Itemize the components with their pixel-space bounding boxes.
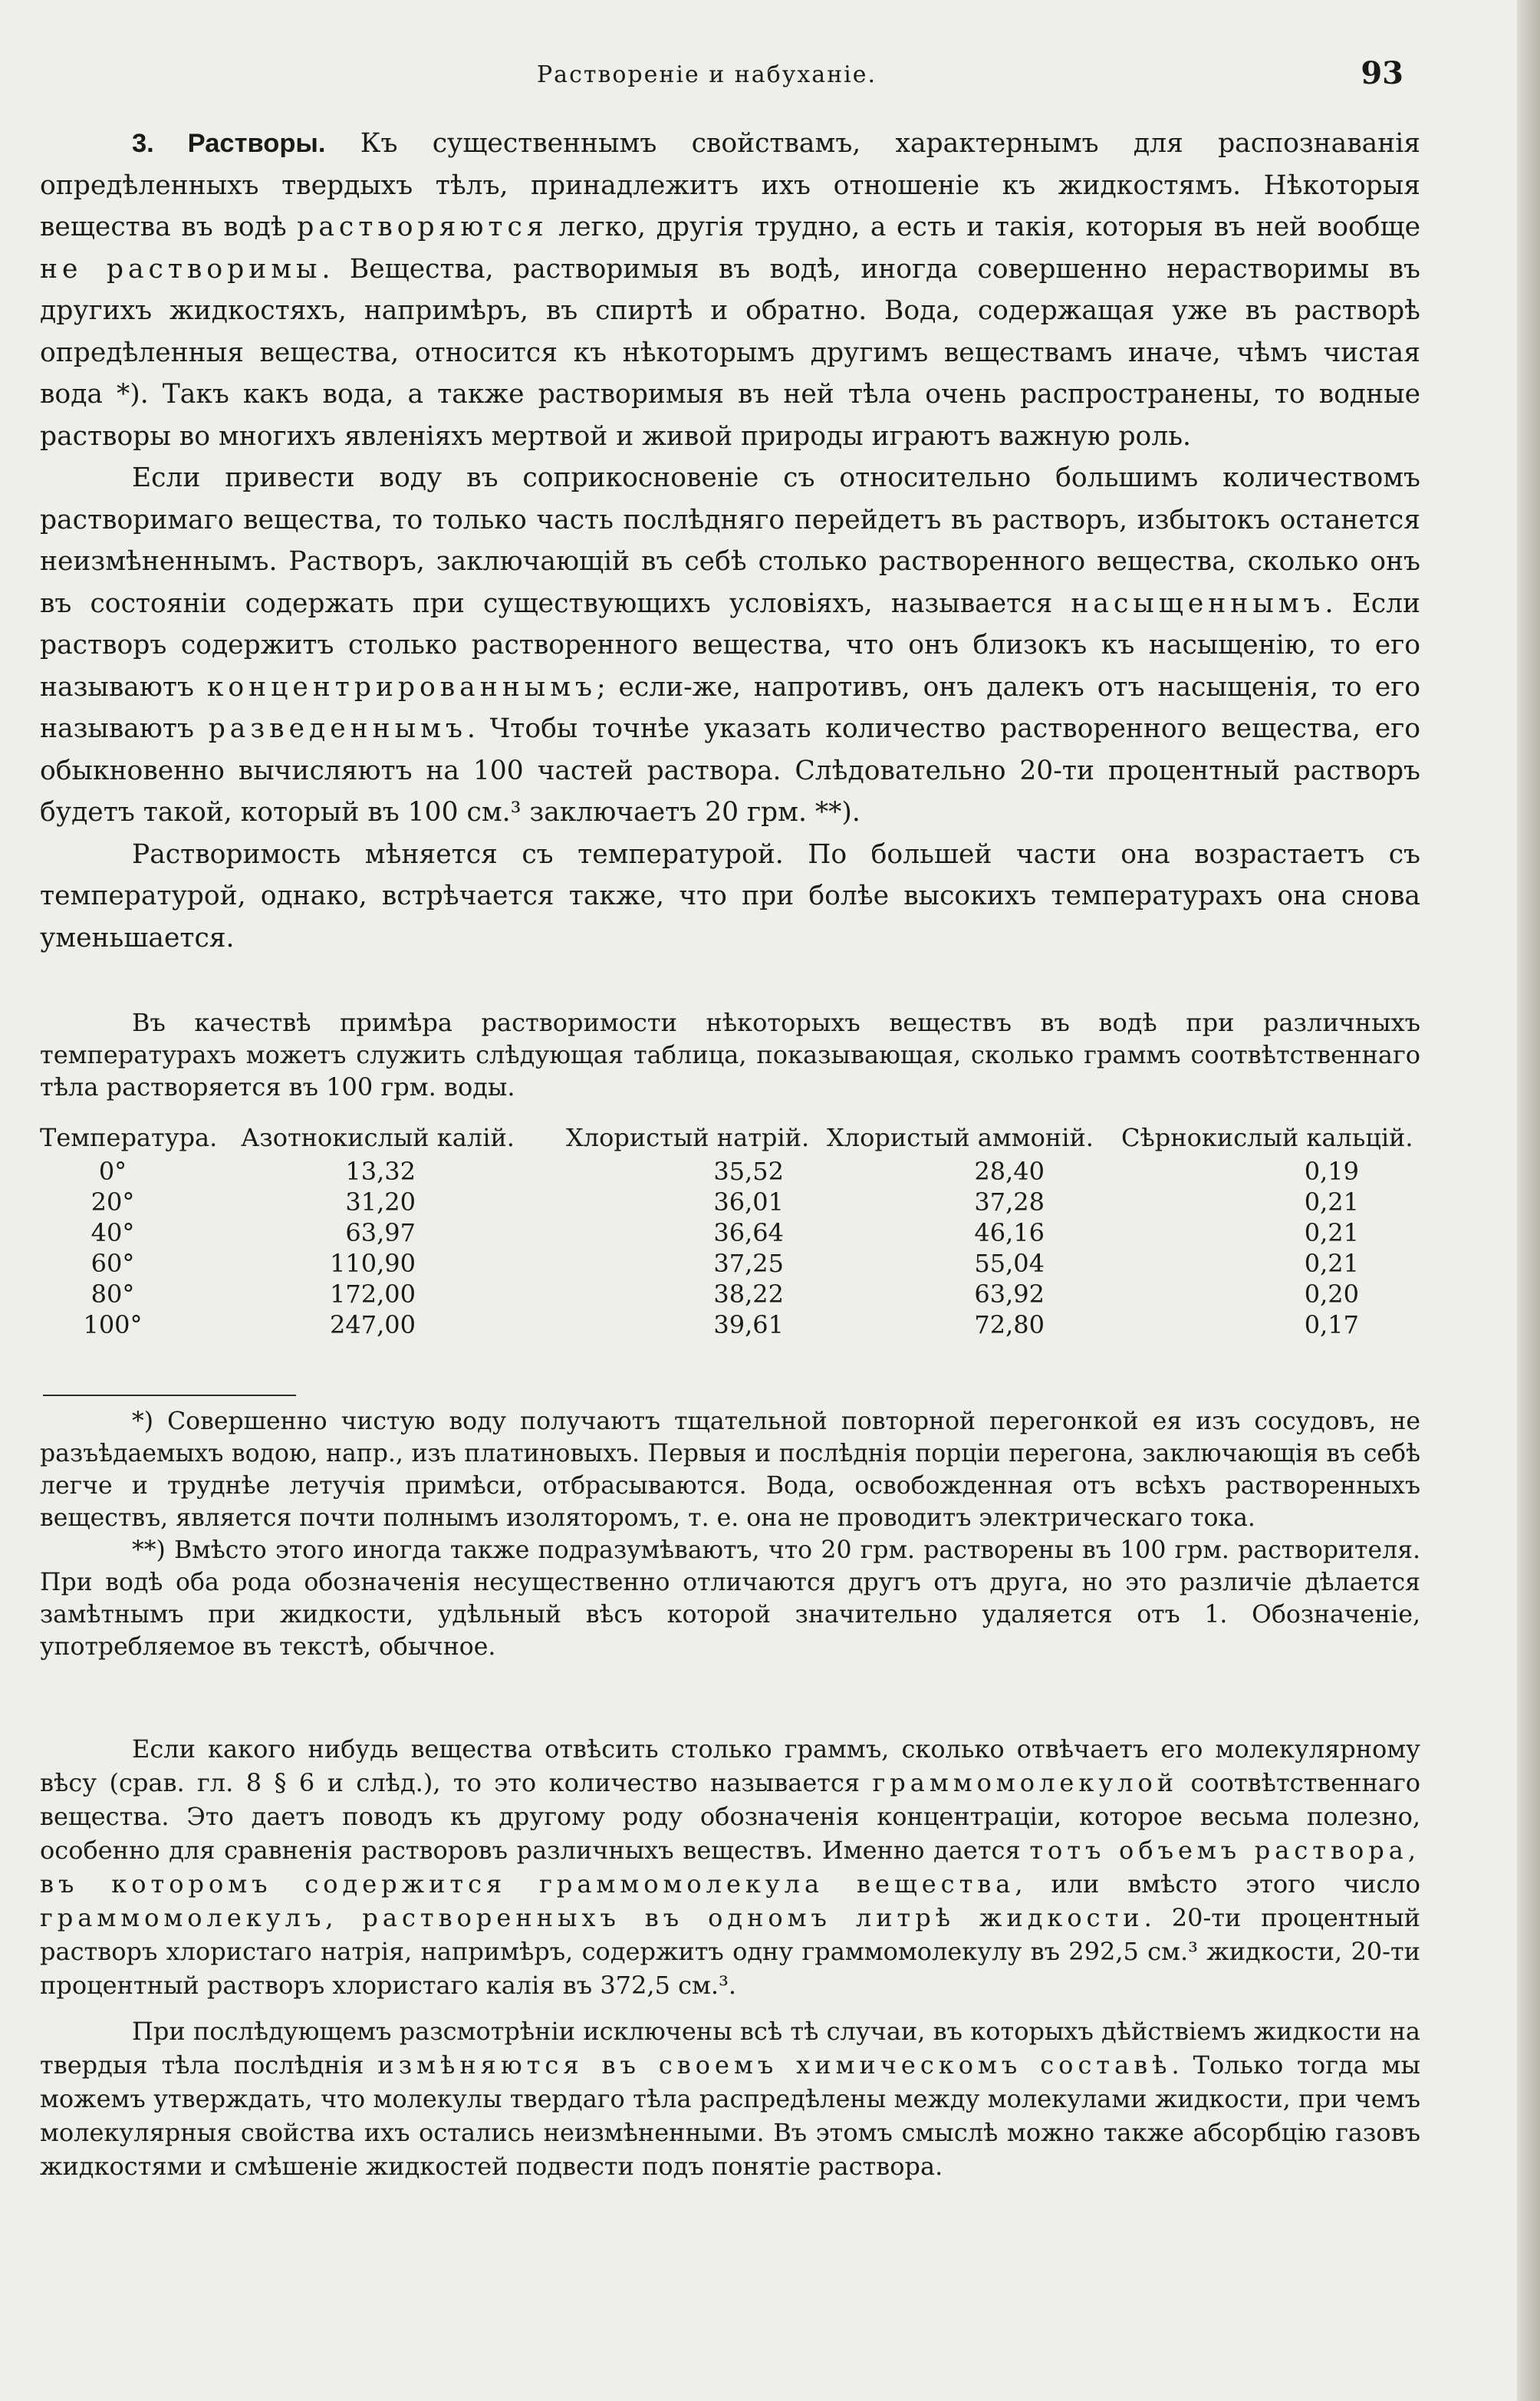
table-cell: 38,22 (713, 1280, 784, 1309)
spaced-term: насыщеннымъ (1071, 588, 1325, 619)
text-run: , или вмѣсто этого число (1015, 1869, 1420, 1899)
text-run: . Если растворъ содержитъ столько растворенного вещества, что онъ близокъ къ насыщенiю, то его называютъ (40, 588, 1420, 703)
table-cell: 0,21 (1304, 1249, 1359, 1278)
table-cell: 0,20 (1304, 1280, 1359, 1309)
table-cell: 35,52 (713, 1157, 784, 1186)
table-row (40, 1249, 1420, 1280)
table-cell: 40° (90, 1218, 135, 1247)
page-number: 93 (1361, 55, 1403, 91)
spaced-term: не растворимы (40, 253, 322, 285)
text-run: При послѣдующемъ разсмотрѣнiи исключены всѣ тѣ случаи, въ которыхъ дѣйствiемъ жидкости на твердыя тѣла послѣднiя (40, 2017, 1420, 2080)
table-cell: 20° (90, 1187, 135, 1217)
table-cell: 100° (83, 1310, 143, 1339)
text-run: Къ существеннымъ свойствамъ, характернымъ для распознаванiя опредѣленныхъ твердыхъ тѣлъ, принадлежитъ ихъ отношенiе къ жидкостямъ. Нѣкоторыя вещества въ водѣ (40, 128, 1421, 242)
table-row (40, 1157, 1420, 1187)
table-header-cell: Хлористый натрiй. (566, 1123, 810, 1152)
spaced-term: растворяются (297, 212, 548, 242)
spaced-term: граммомолекулой (872, 1768, 1179, 1797)
table-header-cell: Температура. (40, 1123, 218, 1152)
text-run: . 20-ти процентный растворъ хлористаго натрiя, напримѣръ, содержитъ одну граммомолекулу въ 292,5 см.³ жидкости, 20-ти процентный растворъ хлористаго калiя въ 372,5 см.³. (40, 1903, 1421, 2000)
solubility-table (40, 1123, 1420, 1341)
table-cell: 72,80 (974, 1310, 1045, 1339)
footnote-divider (43, 1395, 296, 1396)
table-row (40, 1280, 1420, 1310)
page-edge (1517, 0, 1540, 2401)
table-cell: 36,64 (713, 1218, 784, 1247)
table-cell: 31,20 (345, 1187, 416, 1217)
table-row (40, 1310, 1420, 1341)
table-cell: 39,61 (713, 1310, 784, 1339)
table-cell: 46,16 (974, 1218, 1045, 1247)
table-cell: 247,00 (330, 1310, 416, 1339)
text-run: ; если-же, напротивъ, онъ далекъ отъ насыщенiя, то его называютъ (40, 671, 1420, 744)
table-cell: 60° (90, 1249, 135, 1278)
running-title: Растворенiе и набуханiе. (537, 61, 877, 88)
spaced-term: концентрированнымъ (206, 671, 597, 703)
paragraph-gram-molecule (40, 1732, 1420, 2002)
table-cell: 28,40 (974, 1157, 1045, 1186)
paragraph-solutions-intro (40, 123, 1420, 457)
table-cell: 13,32 (345, 1157, 416, 1186)
table-header-cell: Хлористый аммонiй. (827, 1123, 1094, 1152)
table-header-cell: Азотнокислый калiй. (241, 1123, 515, 1152)
paragraph-temperature: Растворимость мѣняется съ температурой. По большей части она возрастаетъ съ температурой, однако, встрѣчается также, что при болѣе высокихъ температурахъ она снова уменьшается. (40, 838, 1420, 953)
small-print-section (40, 1732, 1420, 2183)
footnote-1: *) Совершенно чистую воду получаютъ тщательной повторной перегонкой ея изъ сосудовъ, не разъѣдаемыхъ водою, напр., изъ платиновыхъ. Первыя и послѣднiя порцiи перегона, заключающiя въ себѣ легче и труднѣе летучiя примѣси, отбрасываются. Вода, освобожденная отъ всѣхъ растворенныхъ веществъ, является почти полнымъ изоляторомъ, т. е. она не проводитъ электрическаго тока. (40, 1408, 1420, 1532)
table-header-cell: Сѣрнокислый кальцiй. (1121, 1123, 1413, 1152)
main-text (40, 123, 1420, 959)
text-run: соотвѣтственнаго вещества. Это даетъ поводъ къ другому роду обозначенiя концентрацiи, которое весьма полезно, особенно для сравненiя растворовъ различныхъ веществъ. Именно дается (40, 1768, 1421, 1865)
spaced-term: тотъ объемъ раствора, въ которомъ содержится граммомолекула вещества (40, 1836, 1421, 1899)
text-run: . Вещества, растворимыя въ водѣ, иногда совершенно нерастворимы въ другихъ жидкостяхъ, напримѣръ, въ спиртѣ и обратно. Вода, содержащая уже въ растворѣ опредѣленныя вещества, относится къ нѣкоторымъ другимъ веществамъ иначе, чѣмъ чистая вода *). Такъ какъ вода, а также растворимыя въ ней тѣла очень распространены, то водные растворы во многихъ явленiяхъ мертвой и живой природы играютъ важную роль. (40, 253, 1420, 452)
footnotes (40, 1405, 1420, 1663)
table-intro-text: Въ качествѣ примѣра растворимости нѣкоторыхъ веществъ въ водѣ при различныхъ температурахъ можетъ служить слѣдующая таблица, показывающая, сколько граммъ соотвѣтственнаго тѣла растворяется въ 100 грм. воды. (40, 1008, 1420, 1102)
table-cell: 80° (90, 1280, 135, 1309)
table-header-row (40, 1123, 1420, 1157)
table-cell: 55,04 (974, 1249, 1045, 1278)
spaced-term: измѣняются въ своемъ химическомъ составѣ (377, 2050, 1172, 2080)
spaced-term: разведеннымъ (208, 713, 467, 744)
paragraph-saturation (40, 457, 1420, 834)
text-run: . Только тогда мы можемъ утверждать, что молекулы твердаго тѣла распредѣлены между молекулами жидкости, при чемъ молекулярныя свойства ихъ остались неизмѣненными. Въ этомъ смыслѣ можно также абсорбцiю газовъ жидкостями и смѣшенiе жидкостей подвести подъ понятiе раствора. (40, 2050, 1421, 2181)
footnote-2: **) Вмѣсто этого иногда также подразумѣваютъ, что 20 грм. растворены въ 100 грм. растворителя. При водѣ оба рода обозначенiя несущественно отличаются другъ отъ друга, но это различiе дѣлается замѣтнымъ при жидкости, удѣльный вѣсъ которой значительно удаляется отъ 1. Обозначенiе, употребляемое въ текстѣ, обычное. (40, 1536, 1420, 1661)
table-cell: 36,01 (713, 1187, 784, 1217)
paragraph-solution-definition (40, 2014, 1420, 2183)
table-intro (40, 1006, 1420, 1103)
table-row (40, 1218, 1420, 1249)
table-cell: 63,97 (345, 1218, 416, 1247)
table-cell: 172,00 (330, 1280, 416, 1309)
table-cell: 0,17 (1304, 1310, 1359, 1339)
section-heading: 3. Растворы. (132, 129, 326, 158)
table-cell: 0,21 (1304, 1187, 1359, 1217)
text-run: Если какого нибудь вещества отвѣсить столько граммъ, сколько отвѣчаетъ его молекулярному вѣсу (срав. гл. 8 § 6 и слѣд.), то это количество называется (40, 1734, 1420, 1797)
text-run: . Чтобы точнѣе указать количество растворенного вещества, его обыкновенно вычисляютъ на 100 частей раствора. Слѣдовательно 20-ти процентный растворъ будетъ такой, который въ 100 см.³ заключаетъ 20 грм. **). (40, 713, 1420, 828)
spaced-term: граммомолекулъ, растворенныхъ въ одномъ литрѣ жидкости (40, 1903, 1144, 1932)
table-row (40, 1187, 1420, 1218)
text-run: Если привести воду въ соприкосновенiе съ относительно большимъ количествомъ растворимаго вещества, то только часть послѣдняго перейдетъ въ растворъ, избытокъ останется неизмѣненнымъ. Растворъ, заключающiй въ себѣ столько растворенного вещества, сколько онъ въ состоянiи содержать при существующихъ условiяхъ, называется (40, 463, 1420, 619)
table-cell: 0,21 (1304, 1218, 1359, 1247)
table-cell: 0° (98, 1157, 127, 1186)
table-cell: 0,19 (1304, 1157, 1359, 1186)
running-header (46, 55, 1411, 101)
table-cell: 110,90 (330, 1249, 416, 1278)
table-cell: 63,92 (974, 1280, 1045, 1309)
table-cell: 37,25 (713, 1249, 784, 1278)
text-run: легко, другiя трудно, а есть и такiя, которыя въ ней вообще (548, 212, 1420, 242)
table-cell: 37,28 (974, 1187, 1045, 1217)
